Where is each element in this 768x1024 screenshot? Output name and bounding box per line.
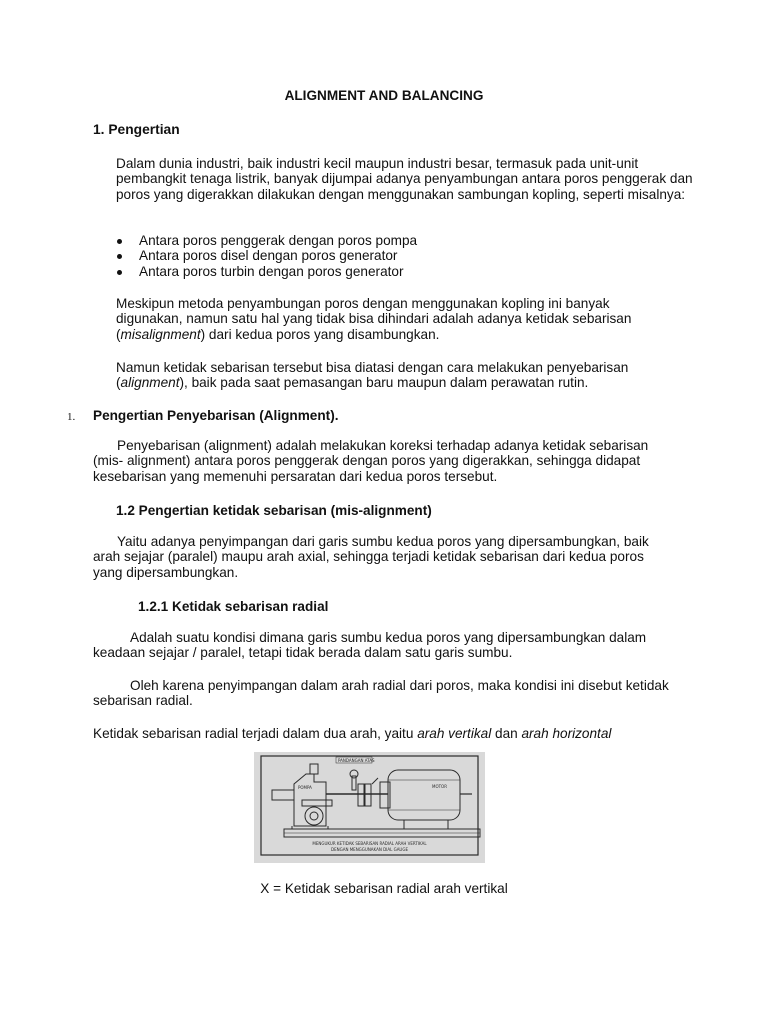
bullet-list [116,233,417,279]
subsection-heading-misalignment: 1.2 Pengertian ketidak sebarisan (mis-alignment) [116,503,432,518]
subsection-heading-radial: 1.2.1 Ketidak sebarisan radial [138,599,329,614]
bullet-icon [117,254,122,259]
paragraph-meskipun [116,296,676,342]
text-run: Penyebarisan (alignment) adalah melakukan koreksi terhadap adanya ketidak sebarisan (mis- alignment) antara poros penggerak dengan poros yang digerakkan, sehingga didapat kesebarisan yang memenuhi persaratan dari kedua poros tersebut. [93,438,649,484]
figure-caption: X = Ketidak sebarisan radial arah vertikal [260,881,508,896]
pump-flange-top [310,764,318,774]
section-heading-pengertian: 1. Pengertian [93,122,180,137]
section-heading-penyebarisan [67,408,339,423]
pump-motor-diagram [254,752,485,863]
pump-pipe [272,790,294,800]
section-heading-text: Pengertian Penyebarisan (Alignment). [93,408,339,423]
text-run: ), baik pada saat pemasangan baru maupun dalam perawatan rutin. [179,375,589,391]
coupling-right [365,784,371,806]
diagram-caption-line2: DENGAN MENGGUNAKAN DIAL GAUGE [331,847,408,852]
pump-hub [310,812,318,820]
section-number: 1. [67,411,76,423]
emphasis-text: arah vertikal [417,726,492,741]
bullet-icon [117,270,122,275]
coupling-left [358,784,364,806]
emphasis-text: arah horizontal [521,726,612,741]
diagram-drawing [254,752,485,863]
text-run: Adalah suatu kondisi dimana garis sumbu kedua poros yang dipersambungkan dalam keadaan sejajar / paralel, tetapi tidak berada dalam satu garis sumbu. [93,630,647,661]
text-run: Ketidak sebarisan radial terjadi dalam dua arah, yaitu [93,726,418,741]
pump-volute [305,807,323,825]
bullet-icon [117,239,122,244]
paragraph-yaitu [93,534,673,580]
text-run: Oleh karena penyimpangan dalam arah radial dari poros, maka kondisi ini disebut ketidak sebarisan radial. [93,678,669,709]
paragraph-namun [116,360,676,391]
list-item [116,248,417,263]
label-pump: POMPA [298,785,312,790]
list-item-text: Antara poros penggerak dengan poros pompa [139,233,418,248]
dial-gauge [350,770,358,778]
label-top: PANDANGAN ATAS [338,758,375,763]
list-item [116,264,417,279]
paragraph-oleh [93,678,673,709]
paragraph-ketidak-sebarisan [93,726,693,741]
pump-bearing [302,800,332,806]
text-run: Namun ketidak sebarisan tersebut bisa diatasi dengan cara melakukan penyebarisan ( [116,360,629,391]
emphasis-text: misalignment [120,326,201,342]
text-run: ) dari kedua poros yang disambungkan. [200,326,440,342]
text-run: Yaitu adanya penyimpangan dari garis sumbu kedua poros yang dipersambungkan, baik arah sejajar (paralel) maupu arah axial, sehingga terjadi ketidak sebarisan dari kedua poros yang dipersambungkan. [93,534,649,580]
paragraph-adalah [93,630,673,661]
list-item-text: Antara poros disel dengan poros generator [139,248,398,264]
emphasis-text: alignment [120,375,180,391]
pointer-line [372,778,378,784]
text-run: Meskipun metoda penyambungan poros dengan menggunakan kopling ini banyak digunakan, namun satu hal yang tidak bisa dihindari adalah adanya ketidak sebarisan ( [116,296,632,342]
paragraph-penyebarisan [93,438,653,484]
label-motor: MOTOR [432,784,447,789]
list-item-text: Antara poros turbin dengan poros generator [139,263,404,279]
motor-base [404,820,448,829]
document-title: ALIGNMENT AND BALANCING [284,88,484,103]
text-run: dan [491,726,522,741]
paragraph-intro: Dalam dunia industri, baik industri kecil maupun industri besar, termasuk pada unit-unit pembangkit tenaga listrik, banyak dijumpai adanya penyambungan antara poros penggerak dan poros yang digerakkan dilakukan dengan menggunakan sambungan kopling, seperti misalnya: [116,156,693,202]
motor-body [388,770,460,820]
list-item [116,233,417,248]
diagram-caption-line1: MENGUKUR KETIDAK SEBARISAN RADIAL ARAH VERTIKAL [312,841,427,846]
